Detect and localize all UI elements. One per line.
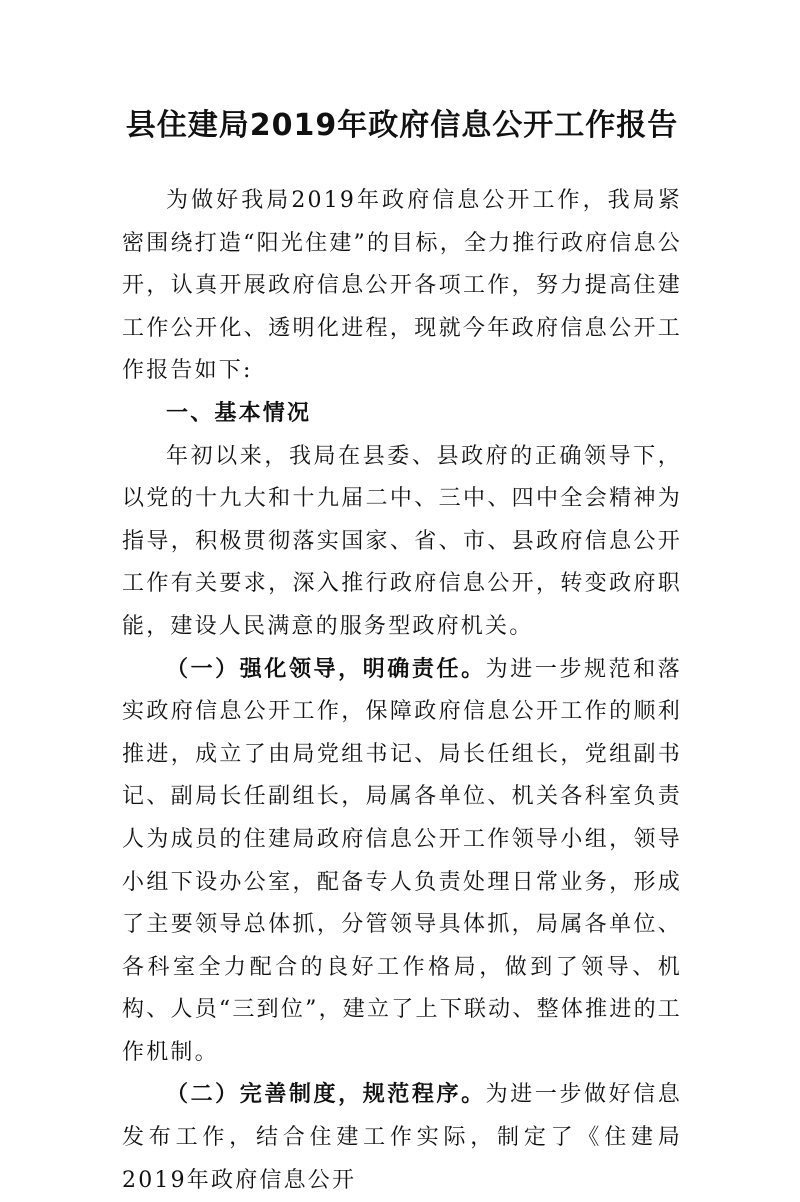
document-body: [122, 180, 682, 1202]
item1-text: 为进一步规范和落实政府信息公开工作，保障政府信息公开工作的顺利推进，成立了由局党组书记、局长任组长，党组副书记、副局长任副组长，局属各单位、机关各科室负责人为成员的住建局政府信息公开工作领导小组，领导小组下设办公室，配备专人负责处理日常业务，形成了主要领导总体抓，分管领导具体抓，局属各单位、各科室全力配合的良好工作格局，做到了领导、机构、人员“三到位”，建立了上下联动、整体推进的工作机制。: [122, 656, 682, 1065]
item2-lead: （二）完善制度，规范程序。: [166, 1082, 486, 1108]
item1-paragraph: [122, 649, 682, 1075]
item2-text: 为进一步做好信息发布工作，结合住建工作实际，制定了《住建局2019年政府信息公开: [122, 1082, 682, 1193]
basic-situation-paragraph: 年初以来，我局在县委、县政府的正确领导下，以党的十九大和十九届二中、三中、四中全会精神为指导，积极贯彻落实国家、省、市、县政府信息公开工作有关要求，深入推行政府信息公开，转变政府职能，建设人民满意的服务型政府机关。: [122, 443, 682, 639]
section-heading-basic: 一、基本情况: [166, 400, 312, 426]
intro-paragraph: 为做好我局2019年政府信息公开工作，我局紧密围绕打造“阳光住建”的目标，全力推行政府信息公开，认真开展政府信息公开各项工作，努力提高住建工作公开化、透明化进程，现就今年政府信息公开工作报告如下:: [122, 188, 682, 384]
item1-lead: （一）强化领导，明确责任。: [166, 656, 486, 682]
item2-paragraph: [122, 1074, 682, 1202]
document-title: 县住建局2019年政府信息公开工作报告: [125, 108, 679, 143]
